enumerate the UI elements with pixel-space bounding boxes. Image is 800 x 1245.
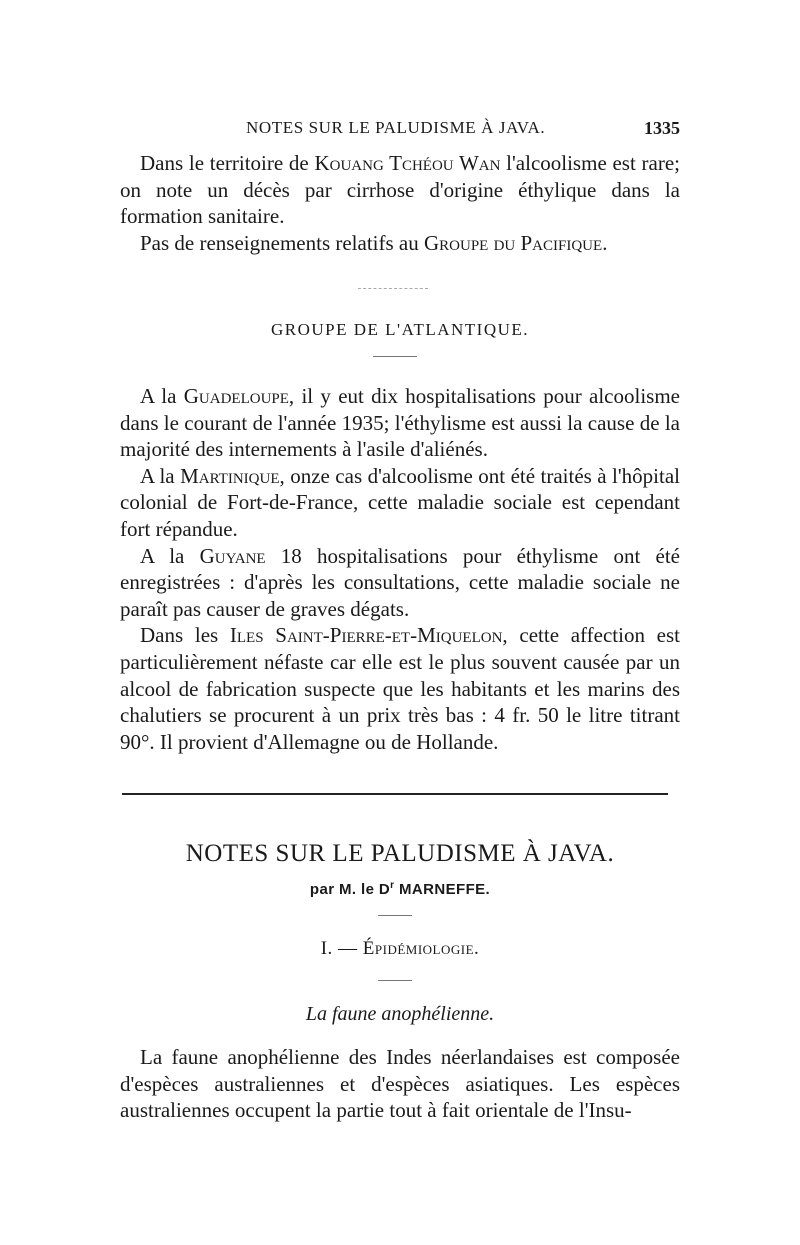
place-name: Martinique — [180, 463, 280, 488]
part-number: I. — — [320, 938, 363, 959]
section-heading-atlantique: GROUPE DE L'ATLANTIQUE. — [270, 320, 530, 339]
article-title: NOTES SUR LE PALUDISME À JAVA. — [185, 840, 615, 867]
byline-superscript: r — [390, 880, 395, 891]
part-rule — [378, 980, 412, 981]
text-run: , il y eut dix hospitalisations pour alcoolisme dans le courant de l'année 1935; l'éthylisme est aussi la cause de la majorité des internements à l'asile d'aliénés. — [120, 384, 680, 462]
place-name: Guyane — [199, 543, 266, 568]
atlantic-text-block — [120, 383, 680, 755]
paragraph-faune: La faune anophélienne des Indes néerlandaises est composée d'espèces australiennes et d'espèces asiatiques. Les espèces australiennes occupent la partie tout à fait orientale de l'Insu- — [120, 1045, 680, 1123]
paragraph-guyane — [120, 543, 680, 623]
text-run: 18 hospitalisations pour éthylisme ont été enregistrées : d'après les consultations, cette maladie sociale ne paraît pas causer de graves dégats. — [120, 543, 680, 621]
part-title: Épidémiologie. — [362, 938, 480, 959]
text-run: A la — [140, 384, 184, 408]
top-text-block — [120, 150, 680, 256]
article-separator-rule — [122, 793, 668, 795]
text-run: A la — [140, 543, 200, 568]
paragraph-saint-pierre-miquelon — [120, 622, 680, 755]
heading-rule — [373, 356, 417, 357]
author-name: MARNEFFE. — [394, 881, 491, 898]
byline-prefix: par M. le D — [309, 881, 391, 898]
text-run: , cette affection est particulièrement néfaste car elle est le plus souvent causée par un alcool de fabrication suspecte que les habitants et les marins des chalutiers se procurent à un prix très bas : 4 fr. 50 le litre titrant 90°. Il provient d'Allemagne ou de Hollande. — [120, 623, 680, 754]
text-run: Dans le territoire de — [140, 151, 315, 175]
running-title: NOTES SUR LE PALUDISME À JAVA. — [246, 118, 546, 137]
part-heading — [120, 938, 680, 960]
place-name: Guadeloupe — [183, 384, 289, 408]
place-name: Iles Saint-Pierre-et-Miquelon — [229, 623, 503, 648]
text-run: l'alcoolisme est rare; on note un décès par cirrhose d'origine éthylique dans la formation sanitaire. — [120, 151, 680, 229]
byline-rule — [378, 915, 412, 916]
section-divider — [358, 288, 428, 289]
text-run: Pas de renseignements relatifs au — [140, 230, 424, 255]
paragraph-pacifique — [120, 230, 680, 257]
byline — [120, 880, 680, 898]
article-text-block — [120, 1044, 680, 1124]
paragraph-guadeloupe — [120, 383, 680, 463]
place-name: Groupe du Pacifique — [424, 230, 603, 255]
text-run: , onze cas d'alcoolisme ont été traités à l'hôpital colonial de Fort-de-France, cette maladie sociale est cependant fort répandue. — [120, 463, 680, 541]
place-name: Kouang Tchéou Wan — [314, 151, 501, 175]
paragraph-martinique — [120, 463, 680, 543]
paragraph-kouang-tcheou-wan — [120, 150, 680, 230]
text-run: . — [602, 230, 608, 255]
running-head — [120, 118, 680, 142]
subsection-title: La faune anophélienne. — [305, 1003, 495, 1025]
page-number: 1335 — [644, 118, 680, 138]
text-run: A la — [140, 463, 181, 488]
text-run: Dans les — [140, 623, 230, 648]
